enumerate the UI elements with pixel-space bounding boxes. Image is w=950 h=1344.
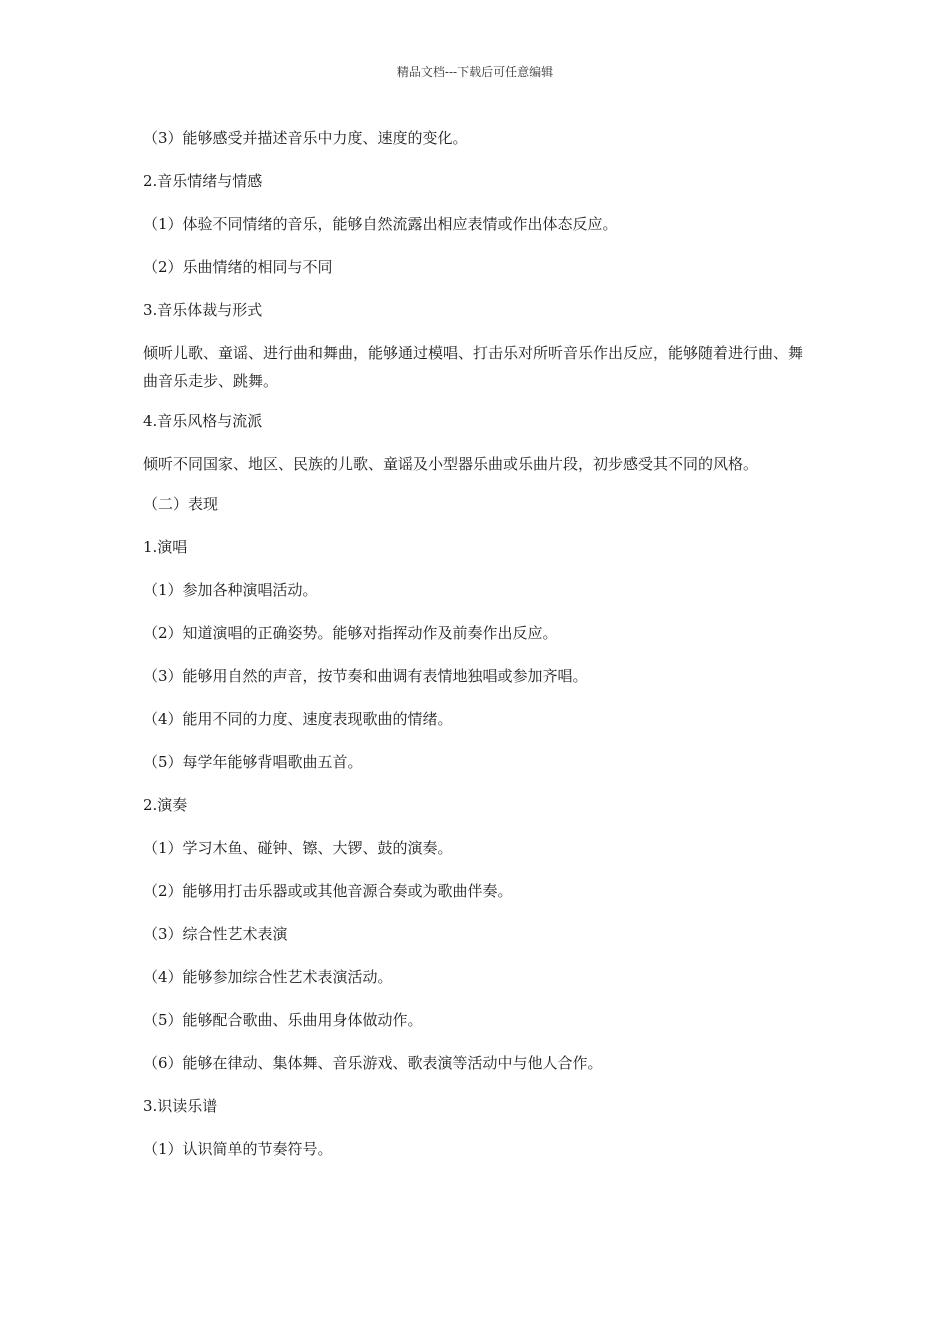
paragraph: （5）能够配合歌曲、乐曲用身体做动作。 — [143, 1011, 423, 1029]
section-heading: 1.演唱 — [143, 538, 188, 556]
paragraph: （1）学习木鱼、碰钟、镲、大锣、鼓的演奏。 — [143, 839, 453, 857]
section-heading: 2.演奏 — [143, 796, 188, 814]
paragraph: （2）知道演唱的正确姿势。能够对指挥动作及前奏作出反应。 — [143, 624, 558, 642]
section-heading: 2.音乐情绪与情感 — [143, 172, 263, 190]
section-heading: 4.音乐风格与流派 — [143, 412, 263, 430]
paragraph: 倾听儿歌、童谣、进行曲和舞曲，能够通过模唱、打击乐对所听音乐作出反应，能够随着进行曲、舞曲音乐走步、跳舞。 — [143, 344, 804, 390]
paragraph: （2）能够用打击乐器或或其他音源合奏或为歌曲伴奏。 — [143, 882, 513, 900]
section-heading: 3.识读乐谱 — [143, 1097, 218, 1115]
section-heading: （二）表现 — [143, 495, 219, 513]
paragraph: （1）体验不同情绪的音乐，能够自然流露出相应表情或作出体态反应。 — [143, 215, 618, 233]
paragraph: （4）能用不同的力度、速度表现歌曲的情绪。 — [143, 710, 453, 728]
paragraph: （3）综合性艺术表演 — [143, 925, 288, 943]
paragraph: （1）参加各种演唱活动。 — [143, 581, 318, 599]
paragraph: （5）每学年能够背唱歌曲五首。 — [143, 753, 363, 771]
section-heading: 3.音乐体裁与形式 — [143, 301, 263, 319]
paragraph: （6）能够在律动、集体舞、音乐游戏、歌表演等活动中与他人合作。 — [143, 1054, 603, 1072]
paragraph: （3）能够感受并描述音乐中力度、速度的变化。 — [143, 129, 468, 147]
paragraph: （4）能够参加综合性艺术表演活动。 — [143, 968, 393, 986]
paragraph: （3）能够用自然的声音，按节奏和曲调有表情地独唱或参加齐唱。 — [143, 667, 588, 685]
page-header: 精品文档---下载后可任意编辑 — [396, 65, 554, 79]
paragraph: （2）乐曲情绪的相同与不同 — [143, 258, 333, 276]
paragraph: （1）认识简单的节奏符号。 — [143, 1140, 333, 1158]
document-body — [143, 124, 811, 1178]
paragraph: 倾听不同国家、地区、民族的儿歌、童谣及小型器乐曲或乐曲片段，初步感受其不同的风格。 — [143, 455, 759, 473]
